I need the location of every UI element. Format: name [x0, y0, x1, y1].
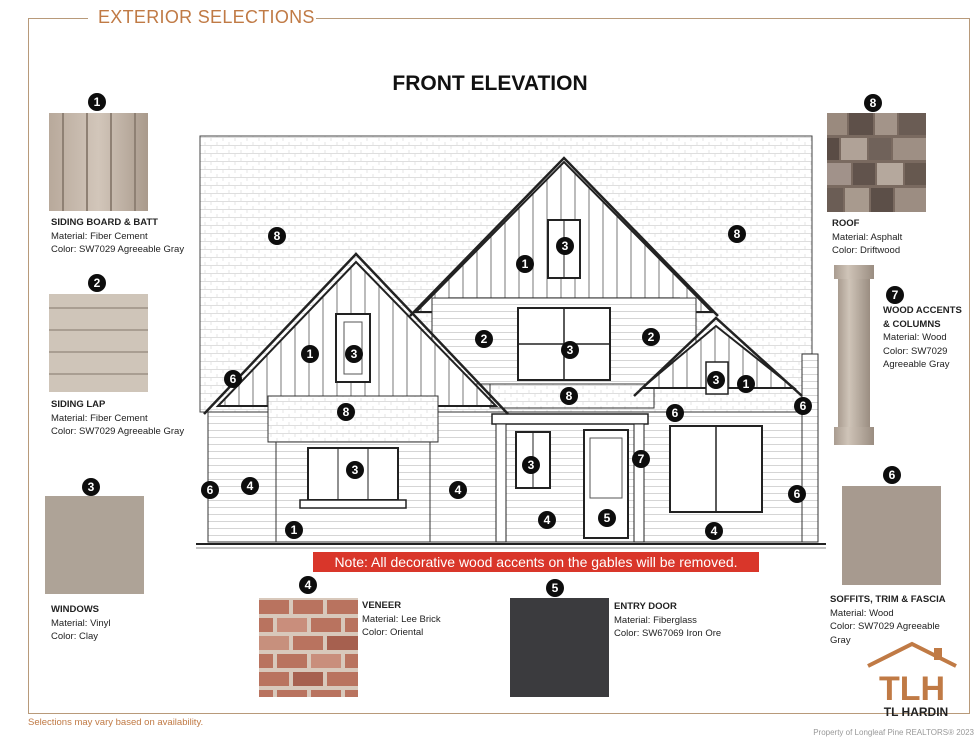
siding-lap-swatch — [49, 294, 148, 392]
callout-siding-lap: 2 — [475, 330, 493, 348]
windows-swatch — [45, 496, 144, 594]
callout-board-batt: 1 — [516, 255, 534, 273]
callout-veneer: 4 — [538, 511, 556, 529]
callout-veneer: 4 — [241, 477, 259, 495]
svg-text:TLH: TLH — [878, 670, 946, 706]
callout-trim: 6 — [788, 485, 806, 503]
callout-board-batt: 1 — [301, 345, 319, 363]
column-swatch — [832, 265, 876, 445]
badge-7: 7 — [886, 286, 904, 304]
callout-veneer: 4 — [449, 481, 467, 499]
caption-soffits-trim: SOFFITS, TRIM & FASCIA Material: Wood Color: SW7029 Agreeable Gray — [830, 594, 946, 646]
caption-wood-accents: WOOD ACCENTS & COLUMNS Material: Wood Color: SW7029 Agreeable Gray — [883, 305, 962, 370]
copyright-watermark: Property of Longleaf Pine REALTORS® 2023 — [813, 728, 974, 737]
callout-window: 3 — [556, 237, 574, 255]
callout-veneer: 4 — [705, 522, 723, 540]
badge-5: 5 — [546, 579, 564, 597]
callout-trim: 6 — [794, 397, 812, 415]
callout-columns: 7 — [632, 450, 650, 468]
callout-trim: 6 — [224, 370, 242, 388]
caption-siding-board-batt: SIDING BOARD & BATT Material: Fiber Cement Color: SW7029 Agreeable Gray — [51, 217, 185, 255]
caption-veneer: VENEER Material: Lee Brick Color: Oriental — [362, 600, 441, 638]
soffit-trim-swatch — [842, 486, 941, 585]
callout-roof: 8 — [728, 225, 746, 243]
brick-veneer-swatch — [259, 598, 358, 697]
callout-roof: 8 — [337, 403, 355, 421]
elevation-title: FRONT ELEVATION — [392, 72, 588, 95]
frame-top-rule-right — [316, 18, 969, 19]
callout-door: 5 — [598, 509, 616, 527]
entry-door-swatch — [510, 598, 609, 697]
callout-board-batt: 1 — [285, 521, 303, 539]
badge-1: 1 — [88, 93, 106, 111]
tl-hardin-logo — [862, 640, 962, 706]
callout-trim: 6 — [666, 404, 684, 422]
badge-8: 8 — [864, 94, 882, 112]
caption-windows: WINDOWS Material: Vinyl Color: Clay — [51, 604, 111, 642]
roof-shingle-swatch — [827, 113, 926, 212]
callout-roof: 8 — [560, 387, 578, 405]
callout-window: 3 — [346, 461, 364, 479]
badge-3: 3 — [82, 478, 100, 496]
gable-accent-note: Note: All decorative wood accents on the gables will be removed. — [313, 552, 759, 572]
callout-window: 3 — [707, 371, 725, 389]
callout-trim: 6 — [201, 481, 219, 499]
callout-window: 3 — [561, 341, 579, 359]
caption-entry-door: ENTRY DOOR Material: Fiberglass Color: SW67069 Iron Ore — [614, 601, 722, 639]
badge-4: 4 — [299, 576, 317, 594]
company-name: TL HARDIN — [883, 705, 949, 719]
caption-siding-lap: SIDING LAP Material: Fiber Cement Color: SW7029 Agreeable Gray — [51, 399, 185, 437]
badge-2: 2 — [88, 274, 106, 292]
callout-board-batt: 1 — [737, 375, 755, 393]
callout-window: 3 — [345, 345, 363, 363]
front-elevation-drawing — [196, 130, 826, 554]
badge-6: 6 — [883, 466, 901, 484]
callout-roof: 8 — [268, 227, 286, 245]
section-title: EXTERIOR SELECTIONS — [98, 7, 315, 27]
callout-window: 3 — [522, 456, 540, 474]
siding-board-batt-swatch — [49, 113, 148, 211]
callout-siding-lap: 2 — [642, 328, 660, 346]
frame-top-rule-left — [28, 18, 88, 19]
caption-roof: ROOF Material: Asphalt Color: Driftwood — [832, 218, 903, 256]
availability-disclaimer: Selections may vary based on availability. — [28, 717, 204, 728]
